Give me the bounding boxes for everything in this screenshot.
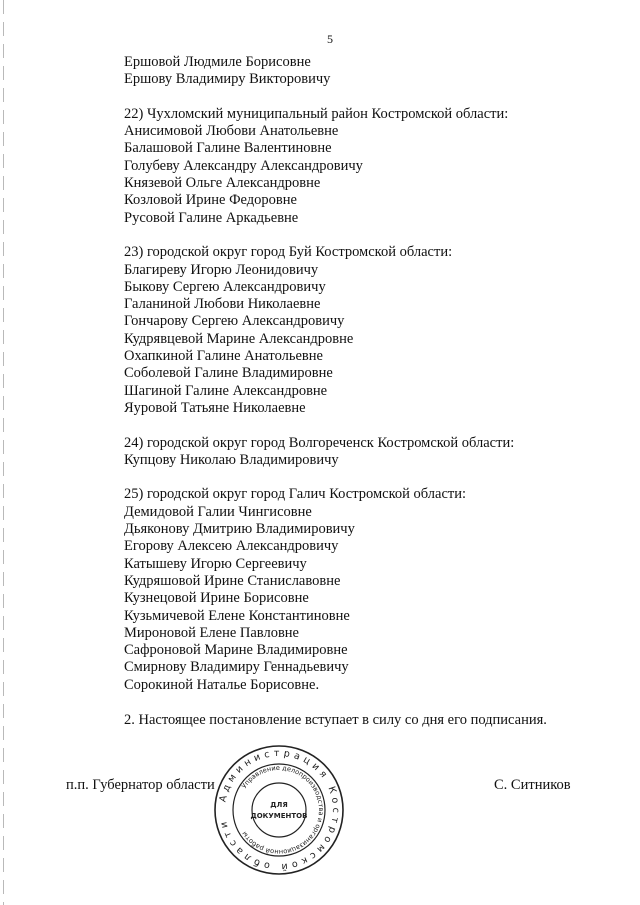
stamp-inner-text: Управление делопроизводства и организационной работы: [240, 763, 326, 857]
document-body: [124, 54, 594, 729]
recipient-name: Кузнецовой Ирине Борисовне: [124, 590, 309, 607]
recipient-name: Дьяконову Дмитрию Владимировичу: [124, 521, 355, 538]
recipient-name: Смирнову Владимиру Геннадьевичу: [124, 659, 349, 676]
recipient-name: Анисимовой Любови Анатольевне: [124, 123, 339, 140]
section-heading: 24) городской округ город Волгореченск Костромской области:: [124, 434, 515, 451]
recipient-name: Козловой Ирине Федоровне: [124, 192, 297, 209]
recipient-name: Благиреву Игорю Леонидовичу: [124, 261, 319, 278]
signatory-name: С. Ситников: [494, 777, 571, 793]
stamp-center-line-2: ДОКУМЕНТОВ: [250, 812, 308, 820]
recipient-name: Сафроновой Марине Владимировне: [124, 642, 348, 659]
recipient-name: Кудряшовой Ирине Станиславовне: [124, 572, 341, 589]
blank-line: [124, 417, 594, 434]
recipient-name: Мироновой Елене Павловне: [124, 624, 299, 641]
official-stamp: [212, 743, 346, 877]
recipient-name: Русовой Галине Аркадьевне: [124, 209, 299, 226]
recipient-name: Охапкиной Галине Анатольевне: [124, 348, 323, 365]
recipient-name: Купцову Николаю Владимировичу: [124, 451, 339, 468]
recipient-name: Сорокиной Наталье Борисовне.: [124, 676, 320, 693]
recipient-name: Соболевой Галине Владимировне: [124, 365, 333, 382]
signatory-title: п.п. Губернатор области: [66, 777, 215, 793]
recipient-name: Князевой Ольге Александровне: [124, 175, 321, 192]
recipient-name: Катышеву Игорю Сергеевичу: [124, 555, 307, 572]
recipient-name: Ершовой Людмиле Борисовне: [124, 54, 311, 70]
blank-line: [124, 89, 594, 106]
recipient-name: Кудрявцевой Марине Александровне: [124, 330, 354, 347]
recipient-name: Ершову Владимиру Викторовичу: [124, 71, 331, 88]
stamp-center-line-1: ДЛЯ: [270, 801, 288, 809]
recipient-name: Демидовой Галии Чингисовне: [124, 503, 312, 520]
stamp-center-circle: [252, 783, 306, 837]
recipient-name: Голубеву Александру Александровичу: [124, 157, 363, 174]
page-number: 5: [327, 32, 333, 46]
section-heading: 25) городской округ город Галич Костромской области:: [124, 486, 467, 503]
clause-2: 2. Настоящее постановление вступает в силу со дня его подписания.: [124, 711, 547, 728]
recipient-name: Егорову Алексею Александровичу: [124, 538, 339, 555]
recipient-name: Быкову Сергею Александровичу: [124, 278, 326, 295]
recipient-name: Шагиной Галине Александровне: [124, 382, 328, 399]
stamp-outer-text: Администрация Костромской области: [217, 747, 342, 873]
blank-line: [124, 227, 594, 244]
recipient-name: Яуровой Татьяне Николаевне: [124, 399, 306, 416]
page-edge-mark: [3, 0, 4, 905]
recipient-name: Гончарову Сергею Александровичу: [124, 313, 345, 330]
recipient-name: Балашовой Галине Валентиновне: [124, 140, 332, 157]
section-heading: 22) Чухломский муниципальный район Костромской области:: [124, 105, 509, 122]
recipient-name: Кузьмичевой Елене Константиновне: [124, 607, 350, 624]
blank-line: [124, 469, 594, 486]
section-heading: 23) городской округ город Буй Костромской области:: [124, 244, 453, 261]
recipient-list: [124, 54, 594, 694]
recipient-name: Галаниной Любови Николаевне: [124, 296, 321, 313]
